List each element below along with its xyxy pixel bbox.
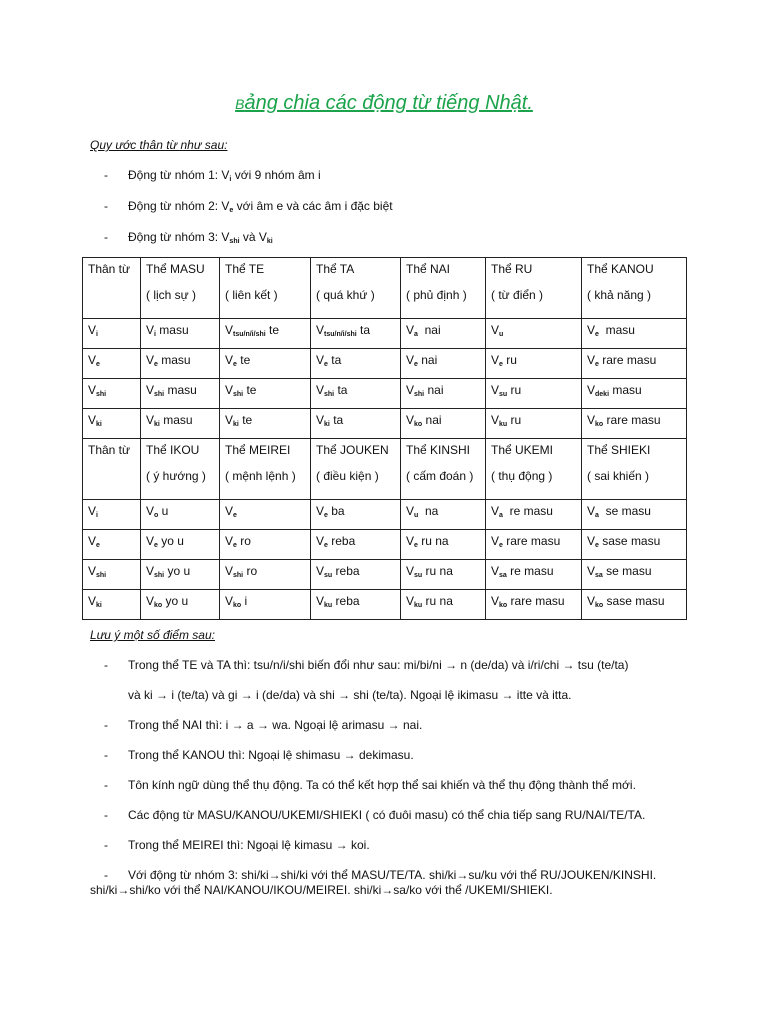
conventions-heading: Quy ước thân từ như sau: [90, 138, 228, 152]
header-label: Thể UKEMI [491, 443, 554, 457]
conjugation-table [82, 257, 687, 620]
table-row [83, 560, 687, 590]
header-label: Thể TE [225, 262, 265, 276]
table-cell: $V_{ko}$ rare masu [486, 590, 582, 620]
table-cell: $V_{su}$ ru [486, 379, 582, 409]
table-cell: $V_{deki}$ masu [582, 379, 687, 409]
header-sublabel: ( sai khiến ) [587, 469, 650, 483]
table-cell: $V_e$ ru na [401, 530, 486, 560]
table-cell: $V_e$ rare masu [486, 530, 582, 560]
table-cell: $V_{su}$ ru na [401, 560, 486, 590]
bullet-dash: - [104, 868, 108, 882]
bullet-dash: - [104, 718, 108, 732]
header-label: Thể TA [316, 262, 355, 276]
header-sublabel: ( mệnh lệnh ) [225, 469, 296, 483]
header-cell [401, 258, 486, 319]
table-cell: $V_{ku}$ ru na [401, 590, 486, 620]
header-cell [401, 439, 486, 500]
title-rest: ảng chia các động từ tiếng Nhật. [244, 92, 533, 114]
header-cell [582, 258, 687, 319]
note-text: Trong thể KANOU thì: Ngoại lệ shimasu → dekimasu. [128, 748, 414, 762]
table-cell: $V_{su}$ reba [311, 560, 401, 590]
notes-list [90, 658, 690, 913]
table-cell: $V_{sa}$ se masu [582, 560, 687, 590]
table-cell: $V_e$ ru [486, 349, 582, 379]
table-cell: $V_e$ reba [311, 530, 401, 560]
note-text: Với động từ nhóm 3: shi/ki→shi/ki với thể MASU/TE/TA. shi/ki→su/ku với thể RU/JOUKEN/KINSHI. shi/ki→shi/ko với thể NAI/KANOU/IKOU/MEIREI. shi/ki→sa/ko với thể /UKEMI/SHIEKI. [90, 868, 657, 897]
convention-text: Động từ nhóm 1: $V_i$ với 9 nhóm âm i [128, 168, 321, 183]
table-cell: $V_a$ nai [401, 319, 486, 349]
table-cell: $V_{ko}$ nai [401, 409, 486, 439]
table-cell: $V_{tsu/n/i/shi}$ ta [311, 319, 401, 349]
table-cell: $V_{ki}$ ta [311, 409, 401, 439]
header-sublabel: ( cấm đoán ) [406, 469, 474, 483]
table-header-row [83, 439, 687, 500]
table-cell: $V_e$ [220, 500, 311, 530]
header-label: Thể KANOU [587, 262, 654, 276]
notes-heading: Lưu ý một số điểm sau: [90, 628, 215, 642]
header-cell [220, 439, 311, 500]
table-row [83, 349, 687, 379]
header-sublabel: ( khả năng ) [587, 288, 652, 302]
header-label: Thể RU [491, 262, 533, 276]
header-sublabel: ( từ điển ) [491, 288, 544, 302]
header-label: Thể MEIREI [225, 443, 291, 457]
table-cell: $V_a$ se masu [582, 500, 687, 530]
table-cell: $V_o$ u [141, 500, 220, 530]
header-sublabel: ( điều kiện ) [316, 469, 379, 483]
table-row [83, 409, 687, 439]
table-cell: $V_{ko}$ i [220, 590, 311, 620]
table-cell: $V_u$ na [401, 500, 486, 530]
header-cell [141, 439, 220, 500]
table-cell: $V_{shi}$ ta [311, 379, 401, 409]
note-item [90, 778, 690, 793]
table-cell: $V_{shi}$ ro [220, 560, 311, 590]
table-cell: $V_i$ [83, 319, 141, 349]
table-cell: $V_e$ ta [311, 349, 401, 379]
header-cell [141, 258, 220, 319]
header-sublabel: ( quá khứ ) [316, 288, 375, 302]
note-text: Trong thể MEIREI thì: Ngoại lệ kimasu → koi. [128, 838, 370, 852]
header-cell [220, 258, 311, 319]
table-cell: $V_e$ te [220, 349, 311, 379]
table-cell: $V_{shi}$ masu [141, 379, 220, 409]
title-initial: B [235, 96, 245, 112]
table-cell: $V_{ko}$ yo u [141, 590, 220, 620]
table-row [83, 319, 687, 349]
table-cell: $V_i$ [83, 500, 141, 530]
table-cell: $V_e$ [83, 349, 141, 379]
header-sublabel: ( ý hướng ) [146, 469, 206, 483]
bullet-dash: - [104, 748, 108, 762]
bullet-dash: - [104, 168, 108, 182]
note-text: Trong thể TE và TA thì: tsu/n/i/shi biến đổi như sau: mi/bi/ni → n (de/da) và i/ri/chi → tsu (te/ta) và ki → i (te/ta) và gi → i (de/da) và shi → shi (te/ta). Ngoại lệ ikimasu → itte và itta. [128, 658, 629, 702]
table-cell: $V_{ku}$ reba [311, 590, 401, 620]
note-item [90, 838, 690, 853]
header-cell [83, 439, 141, 500]
header-label: Thể IKOU [146, 443, 200, 457]
page-title [0, 92, 768, 115]
note-item [90, 718, 690, 733]
header-label: Thể NAI [406, 262, 451, 276]
table-cell: $V_{shi}$ [83, 379, 141, 409]
table-cell: $V_{ku}$ ru [486, 409, 582, 439]
bullet-dash: - [104, 658, 108, 672]
table-cell: $V_e$ masu [141, 349, 220, 379]
table-cell: $V_{ko}$ rare masu [582, 409, 687, 439]
table-cell: $V_{ki}$ [83, 409, 141, 439]
bullet-dash: - [104, 778, 108, 792]
header-cell [311, 258, 401, 319]
table-cell: $V_{shi}$ [83, 560, 141, 590]
header-cell [311, 439, 401, 500]
note-text: Tôn kính ngữ dùng thể thụ động. Ta có thể kết hợp thể sai khiến và thể thụ động thành thể mới. [128, 778, 636, 792]
table-cell: $V_{ki}$ masu [141, 409, 220, 439]
header-sublabel: ( liên kết ) [225, 288, 278, 302]
header-cell [486, 439, 582, 500]
table-cell: $V_e$ rare masu [582, 349, 687, 379]
table-cell: $V_e$ [83, 530, 141, 560]
bullet-dash: - [104, 230, 108, 244]
table-cell: $V_{tsu/n/i/shi}$ te [220, 319, 311, 349]
table-cell: $V_{shi}$ te [220, 379, 311, 409]
header-label: Thân từ [88, 262, 131, 276]
table-row [83, 500, 687, 530]
header-sublabel: ( lịch sự ) [146, 288, 197, 302]
bullet-dash: - [104, 199, 108, 213]
header-cell [486, 258, 582, 319]
note-item [90, 658, 690, 703]
table-row [83, 379, 687, 409]
note-text: Các động từ MASU/KANOU/UKEMI/SHIEKI ( có đuôi masu) có thể chia tiếp sang RU/NAI/TE/TA. [128, 808, 646, 822]
bullet-dash: - [104, 838, 108, 852]
table-cell: $V_e$ ba [311, 500, 401, 530]
table-cell: $V_{sa}$ re masu [486, 560, 582, 590]
header-label: Thể SHIEKI [587, 443, 651, 457]
bullet-dash: - [104, 808, 108, 822]
table-cell: $V_e$ sase masu [582, 530, 687, 560]
header-label: Thể KINSHI [406, 443, 471, 457]
convention-text: Động từ nhóm 3: $V_{shi}$ và $V_{ki}$ [128, 230, 273, 245]
header-label: Thể MASU [146, 262, 205, 276]
table-cell: $V_e$ nai [401, 349, 486, 379]
table-cell: $V_u$ [486, 319, 582, 349]
header-cell [582, 439, 687, 500]
note-item [90, 868, 690, 898]
table-cell: $V_{ki}$ [83, 590, 141, 620]
table-cell: $V_{ko}$ sase masu [582, 590, 687, 620]
header-cell [83, 258, 141, 319]
table-cell: $V_e$ yo u [141, 530, 220, 560]
table-cell: $V_i$ masu [141, 319, 220, 349]
table-cell: $V_a$ re masu [486, 500, 582, 530]
note-item [90, 808, 690, 823]
note-item [90, 748, 690, 763]
convention-text: Động từ nhóm 2: $V_e$ với âm e và các âm i đặc biệt [128, 199, 393, 214]
header-label: Thể JOUKEN [316, 443, 389, 457]
header-sublabel: ( thụ động ) [491, 469, 553, 483]
header-sublabel: ( phủ định ) [406, 288, 467, 302]
table-row [83, 530, 687, 560]
table-cell: $V_e$ masu [582, 319, 687, 349]
table-row [83, 590, 687, 620]
table-cell: $V_{shi}$ nai [401, 379, 486, 409]
table-cell: $V_e$ ro [220, 530, 311, 560]
header-label: Thân từ [88, 443, 131, 457]
note-text: Trong thể NAI thì: i → a → wa. Ngoại lệ arimasu → nai. [128, 718, 423, 732]
table-cell: $V_{shi}$ yo u [141, 560, 220, 590]
table-cell: $V_{ki}$ te [220, 409, 311, 439]
table-header-row [83, 258, 687, 319]
